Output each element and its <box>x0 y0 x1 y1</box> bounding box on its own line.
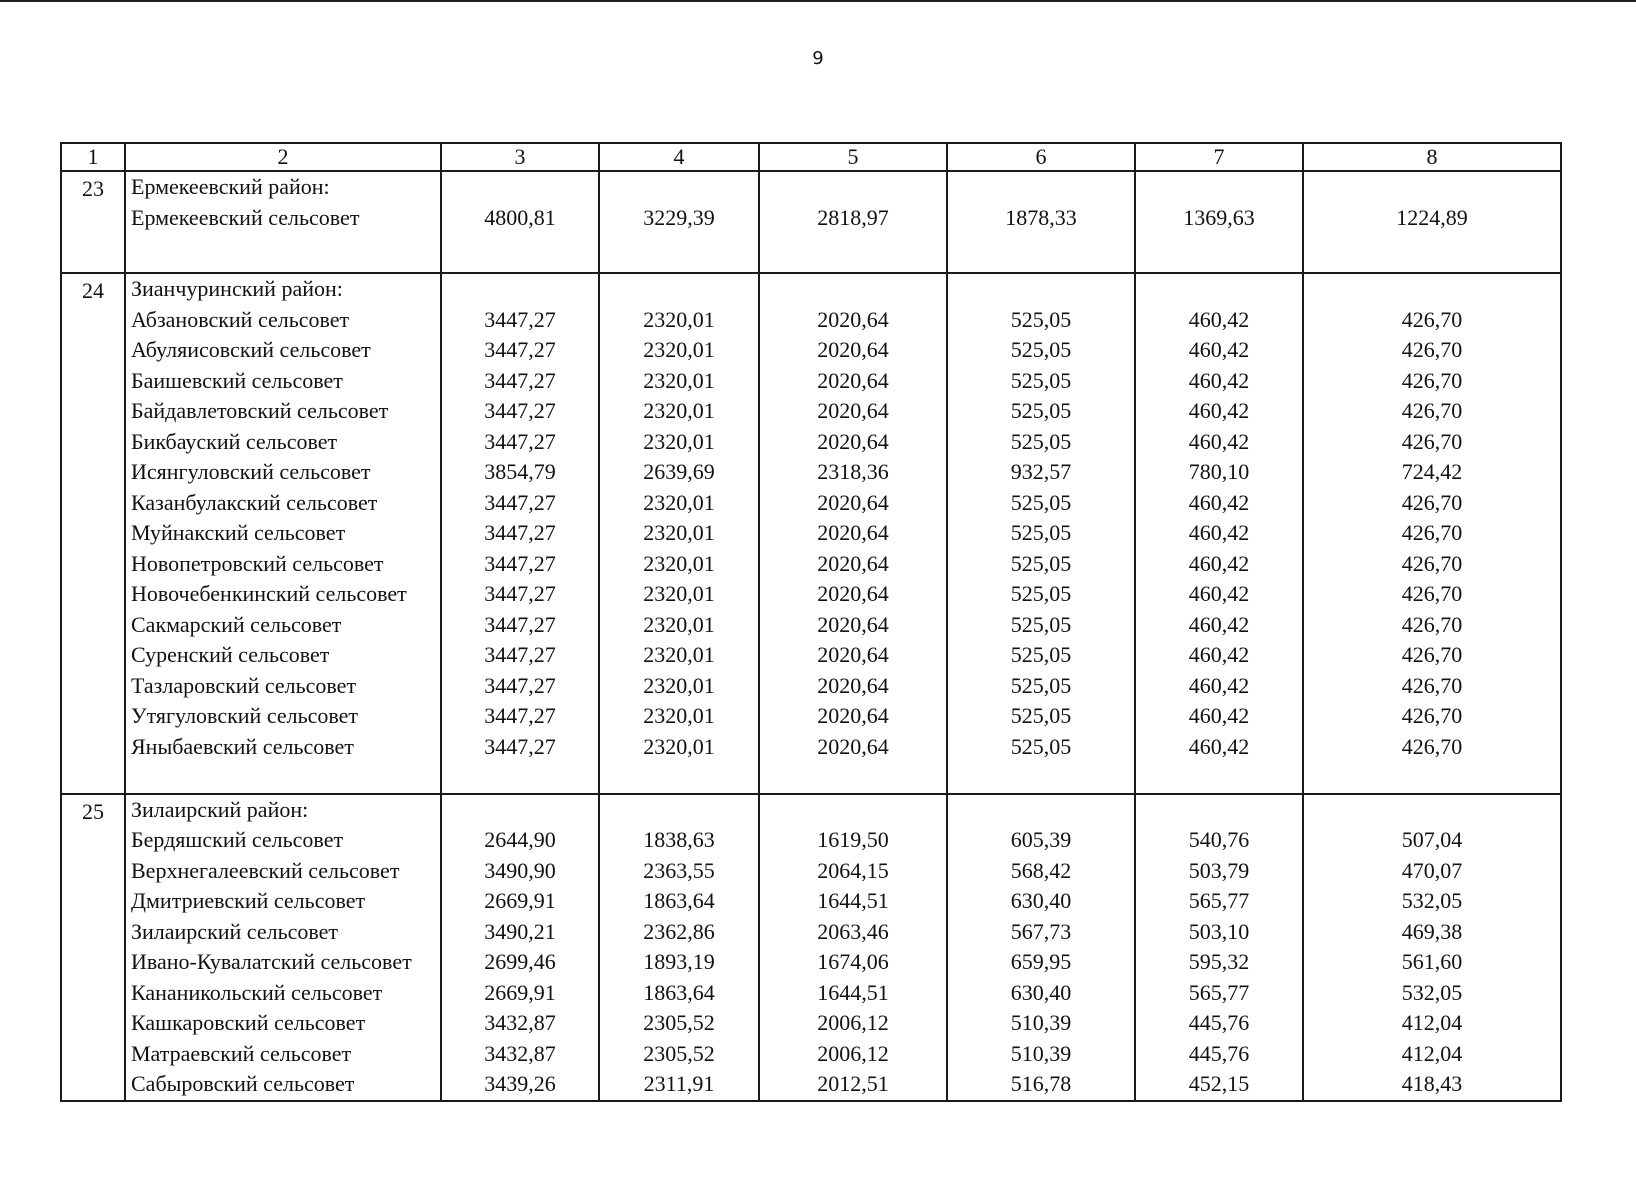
value-cell: 1863,64 <box>643 888 715 913</box>
column-number-row <box>61 143 1561 171</box>
value-cell: 2669,91 <box>484 888 556 913</box>
value-cell: 3447,27 <box>484 428 556 454</box>
value-cell: 2699,46 <box>484 949 556 974</box>
value-cell: 2362,86 <box>643 918 715 944</box>
value-cell: 2318,36 <box>817 459 889 484</box>
column-header: 2 <box>125 143 441 171</box>
value-cell: 724,42 <box>1401 459 1463 484</box>
value-cell: 2020,64 <box>817 611 889 637</box>
value-cell: 525,05 <box>1010 337 1072 362</box>
settlement-name: Ивано-Кувалатский сельсовет <box>131 949 412 974</box>
value-cell: 503,79 <box>1188 857 1250 883</box>
value-cell: 460,42 <box>1188 367 1250 393</box>
value-cell: 3447,27 <box>484 581 556 606</box>
settlement-name: Бикбауский сельсовет <box>131 428 338 454</box>
settlement-name: Новопетровский сельсовет <box>131 550 384 576</box>
value-cell: 2818,97 <box>817 204 889 230</box>
value-cell: 2305,52 <box>643 1040 715 1066</box>
value-cell: 2363,55 <box>643 857 715 883</box>
value-cell: 426,70 <box>1401 306 1463 332</box>
value-cell: 1644,51 <box>817 888 889 913</box>
value-column-4 <box>599 273 759 794</box>
value-cell: 3854,79 <box>484 459 556 484</box>
value-cell: 426,70 <box>1401 367 1463 393</box>
value-cell: 460,42 <box>1188 306 1250 332</box>
value-cell: 426,70 <box>1401 489 1463 515</box>
value-cell: 460,42 <box>1188 672 1250 698</box>
settlement-name: Тазларовский сельсовет <box>131 672 357 698</box>
column-header: 8 <box>1303 143 1561 171</box>
value-cell: 2063,46 <box>817 918 889 944</box>
value-cell: 1838,63 <box>643 827 715 852</box>
settlement-name: Яныбаевский сельсовет <box>131 733 354 759</box>
value-cell: 2311,91 <box>643 1071 715 1096</box>
value-cell: 525,05 <box>1010 672 1072 698</box>
value-cell: 3447,27 <box>484 733 556 759</box>
settlement-name: Исянгуловский сельсовет <box>131 459 371 484</box>
value-cell: 2020,64 <box>817 550 889 576</box>
value-cell: 426,70 <box>1401 428 1463 454</box>
value-cell: 426,70 <box>1401 672 1463 698</box>
value-cell: 3432,87 <box>484 1010 556 1035</box>
value-column-6 <box>947 273 1135 794</box>
value-cell: 2320,01 <box>643 642 715 667</box>
value-cell: 532,05 <box>1401 979 1463 1005</box>
value-column-7 <box>1135 273 1303 794</box>
value-column-8 <box>1303 794 1561 1101</box>
value-cell: 2020,64 <box>817 367 889 393</box>
page-top-border <box>0 0 1636 2</box>
settlement-name: Сабыровский сельсовет <box>131 1071 355 1096</box>
page-number: 9 <box>812 48 824 69</box>
value-cell: 460,42 <box>1188 520 1250 545</box>
value-cell: 525,05 <box>1010 581 1072 606</box>
value-cell: 3447,27 <box>484 398 556 423</box>
district-group-row <box>61 794 1561 1101</box>
value-cell: 1369,63 <box>1183 204 1255 230</box>
value-cell: 460,42 <box>1188 428 1250 454</box>
column-header: 1 <box>61 143 125 171</box>
settlement-name: Казанбулакский сельсовет <box>131 489 378 515</box>
value-cell: 3447,27 <box>484 520 556 545</box>
blank-line <box>1136 795 1302 826</box>
value-cell: 3229,39 <box>643 204 715 230</box>
row-index: 24 <box>61 273 125 794</box>
settlement-name: Байдавлетовский сельсовет <box>131 398 389 423</box>
value-cell: 2020,64 <box>817 306 889 332</box>
value-cell: 565,77 <box>1188 888 1250 913</box>
column-header: 3 <box>441 143 599 171</box>
row-index: 23 <box>61 171 125 273</box>
settlement-name: Зилаирский сельсовет <box>131 918 339 944</box>
value-cell: 3447,27 <box>484 367 556 393</box>
value-cell: 2320,01 <box>643 489 715 515</box>
value-cell: 460,42 <box>1188 642 1250 667</box>
value-cell: 3447,27 <box>484 306 556 332</box>
blank-line <box>1304 172 1560 203</box>
value-cell: 3490,21 <box>484 918 556 944</box>
blank-line <box>760 795 946 826</box>
blank-line <box>948 172 1134 203</box>
names-cell <box>125 273 441 794</box>
value-cell: 630,40 <box>1010 979 1072 1005</box>
value-cell: 2320,01 <box>643 703 715 728</box>
blank-line <box>600 795 758 826</box>
value-cell: 2020,64 <box>817 581 889 606</box>
value-cell: 460,42 <box>1188 581 1250 606</box>
blank-line <box>442 274 598 305</box>
value-cell: 2020,64 <box>817 520 889 545</box>
value-cell: 3447,27 <box>484 642 556 667</box>
blank-line <box>948 795 1134 826</box>
value-cell: 3447,27 <box>484 611 556 637</box>
value-cell: 525,05 <box>1010 398 1072 423</box>
value-cell: 426,70 <box>1401 337 1463 362</box>
district-group-row <box>61 171 1561 273</box>
settlement-name: Суренский сельсовет <box>131 642 330 667</box>
settlement-name: Дмитриевский сельсовет <box>131 888 366 913</box>
value-cell: 503,10 <box>1188 918 1250 944</box>
district-group-row <box>61 273 1561 794</box>
value-cell: 1224,89 <box>1396 204 1468 230</box>
value-cell: 605,39 <box>1010 827 1072 852</box>
value-cell: 532,05 <box>1401 888 1463 913</box>
value-cell: 2320,01 <box>643 672 715 698</box>
value-cell: 2020,64 <box>817 337 889 362</box>
value-cell: 540,76 <box>1188 827 1250 852</box>
settlement-name: Утягуловский сельсовет <box>131 703 359 728</box>
value-cell: 567,73 <box>1010 918 1072 944</box>
value-cell: 2064,15 <box>817 857 889 883</box>
value-cell: 2020,64 <box>817 733 889 759</box>
value-cell: 412,04 <box>1401 1040 1463 1066</box>
value-cell: 452,15 <box>1188 1071 1250 1096</box>
blank-line <box>600 172 758 203</box>
value-cell: 516,78 <box>1010 1071 1072 1096</box>
value-cell: 2320,01 <box>643 337 715 362</box>
value-cell: 2320,01 <box>643 520 715 545</box>
value-cell: 1674,06 <box>817 949 889 974</box>
value-column-4 <box>599 794 759 1101</box>
value-cell: 460,42 <box>1188 398 1250 423</box>
value-cell: 525,05 <box>1010 428 1072 454</box>
value-cell: 426,70 <box>1401 733 1463 759</box>
district-name: Ермекеевский район: <box>131 174 330 199</box>
value-cell: 2320,01 <box>643 398 715 423</box>
settlement-name: Абуляисовский сельсовет <box>131 337 371 362</box>
value-cell: 460,42 <box>1188 489 1250 515</box>
value-cell: 3439,26 <box>484 1071 556 1096</box>
value-cell: 460,42 <box>1188 733 1250 759</box>
value-cell: 460,42 <box>1188 611 1250 637</box>
value-cell: 525,05 <box>1010 733 1072 759</box>
value-cell: 2305,52 <box>643 1010 715 1035</box>
value-cell: 412,04 <box>1401 1010 1463 1035</box>
value-cell: 426,70 <box>1401 642 1463 667</box>
district-name: Зилаирский район: <box>131 796 309 822</box>
value-cell: 780,10 <box>1188 459 1250 484</box>
settlement-name: Баишевский сельсовет <box>131 367 343 393</box>
value-cell: 2320,01 <box>643 428 715 454</box>
blank-line <box>1136 274 1302 305</box>
value-cell: 525,05 <box>1010 611 1072 637</box>
value-cell: 2020,64 <box>817 428 889 454</box>
settlement-name: Новочебенкинский сельсовет <box>131 581 407 606</box>
value-cell: 2320,01 <box>643 611 715 637</box>
spacer <box>131 762 440 793</box>
value-cell: 2006,12 <box>817 1040 889 1066</box>
settlements-table <box>60 142 1562 1102</box>
value-cell: 2020,64 <box>817 672 889 698</box>
value-cell: 3432,87 <box>484 1040 556 1066</box>
value-cell: 1644,51 <box>817 979 889 1005</box>
value-cell: 445,76 <box>1188 1040 1250 1066</box>
column-header: 4 <box>599 143 759 171</box>
value-cell: 460,42 <box>1188 337 1250 362</box>
value-cell: 1878,33 <box>1005 204 1077 230</box>
value-cell: 426,70 <box>1401 520 1463 545</box>
value-cell: 510,39 <box>1010 1010 1072 1035</box>
value-cell: 445,76 <box>1188 1010 1250 1035</box>
district-name: Зианчуринский район: <box>131 276 343 301</box>
value-cell: 565,77 <box>1188 979 1250 1005</box>
value-cell: 426,70 <box>1401 398 1463 423</box>
value-cell: 426,70 <box>1401 581 1463 606</box>
value-cell: 2320,01 <box>643 550 715 576</box>
value-cell: 426,70 <box>1401 550 1463 576</box>
value-cell: 2020,64 <box>817 398 889 423</box>
value-cell: 525,05 <box>1010 367 1072 393</box>
value-cell: 469,38 <box>1401 918 1463 944</box>
value-cell: 525,05 <box>1010 306 1072 332</box>
settlement-name: Абзановский сельсовет <box>131 306 350 332</box>
value-cell: 525,05 <box>1010 489 1072 515</box>
value-column-5 <box>759 171 947 273</box>
value-cell: 595,32 <box>1188 949 1250 974</box>
value-cell: 3447,27 <box>484 703 556 728</box>
value-cell: 3447,27 <box>484 489 556 515</box>
value-cell: 1893,19 <box>643 949 715 974</box>
value-cell: 2006,12 <box>817 1010 889 1035</box>
value-cell: 3447,27 <box>484 672 556 698</box>
column-header: 7 <box>1135 143 1303 171</box>
value-cell: 470,07 <box>1401 857 1463 883</box>
value-cell: 2020,64 <box>817 489 889 515</box>
value-cell: 507,04 <box>1401 827 1463 852</box>
value-cell: 460,42 <box>1188 703 1250 728</box>
settlement-name: Верхнегалеевский сельсовет <box>131 857 400 883</box>
blank-line <box>948 274 1134 305</box>
names-cell <box>125 171 441 273</box>
value-cell: 418,43 <box>1401 1071 1463 1096</box>
column-header: 6 <box>947 143 1135 171</box>
value-cell: 1619,50 <box>817 827 889 852</box>
blank-line <box>760 274 946 305</box>
value-column-8 <box>1303 171 1561 273</box>
names-cell <box>125 794 441 1101</box>
value-cell: 932,57 <box>1010 459 1072 484</box>
blank-line <box>1304 795 1560 826</box>
settlement-name: Кашкаровский сельсовет <box>131 1010 366 1035</box>
value-cell: 2639,69 <box>643 459 715 484</box>
value-column-7 <box>1135 171 1303 273</box>
value-cell: 2020,64 <box>817 703 889 728</box>
blank-line <box>442 795 598 826</box>
value-cell: 561,60 <box>1401 949 1463 974</box>
value-cell: 525,05 <box>1010 520 1072 545</box>
settlement-name: Кананикольский сельсовет <box>131 979 383 1005</box>
value-column-5 <box>759 273 947 794</box>
value-cell: 568,42 <box>1010 857 1072 883</box>
value-cell: 460,42 <box>1188 550 1250 576</box>
value-cell: 3490,90 <box>484 857 556 883</box>
value-column-7 <box>1135 794 1303 1101</box>
value-cell: 426,70 <box>1401 703 1463 728</box>
blank-line <box>1136 172 1302 203</box>
blank-line <box>442 172 598 203</box>
value-cell: 510,39 <box>1010 1040 1072 1066</box>
value-column-4 <box>599 171 759 273</box>
value-cell: 3447,27 <box>484 337 556 362</box>
value-cell: 2320,01 <box>643 306 715 332</box>
row-index: 25 <box>61 794 125 1101</box>
value-cell: 426,70 <box>1401 611 1463 637</box>
value-cell: 3447,27 <box>484 550 556 576</box>
settlement-name: Матраевский сельсовет <box>131 1040 352 1066</box>
value-column-3 <box>441 794 599 1101</box>
value-cell: 2020,64 <box>817 642 889 667</box>
blank-line <box>1304 274 1560 305</box>
value-cell: 2320,01 <box>643 733 715 759</box>
value-column-6 <box>947 171 1135 273</box>
value-column-3 <box>441 273 599 794</box>
spacer <box>131 233 440 264</box>
value-cell: 525,05 <box>1010 642 1072 667</box>
value-cell: 2669,91 <box>484 979 556 1005</box>
table-body <box>61 171 1561 1101</box>
value-cell: 4800,81 <box>484 204 556 230</box>
value-cell: 659,95 <box>1010 949 1072 974</box>
value-cell: 1863,64 <box>643 979 715 1005</box>
value-cell: 2644,90 <box>484 827 556 852</box>
settlement-name: Сакмарский сельсовет <box>131 611 342 637</box>
blank-line <box>600 274 758 305</box>
value-cell: 525,05 <box>1010 550 1072 576</box>
value-cell: 2012,51 <box>817 1071 889 1096</box>
value-column-8 <box>1303 273 1561 794</box>
value-column-3 <box>441 171 599 273</box>
settlement-name: Муйнакский сельсовет <box>131 520 346 545</box>
value-cell: 525,05 <box>1010 703 1072 728</box>
value-column-6 <box>947 794 1135 1101</box>
value-cell: 630,40 <box>1010 888 1072 913</box>
column-header: 5 <box>759 143 947 171</box>
settlement-name: Бердяшский сельсовет <box>131 827 344 852</box>
value-cell: 2320,01 <box>643 367 715 393</box>
value-column-5 <box>759 794 947 1101</box>
blank-line <box>760 172 946 203</box>
settlement-name: Ермекеевский сельсовет <box>131 204 360 230</box>
value-cell: 2320,01 <box>643 581 715 606</box>
